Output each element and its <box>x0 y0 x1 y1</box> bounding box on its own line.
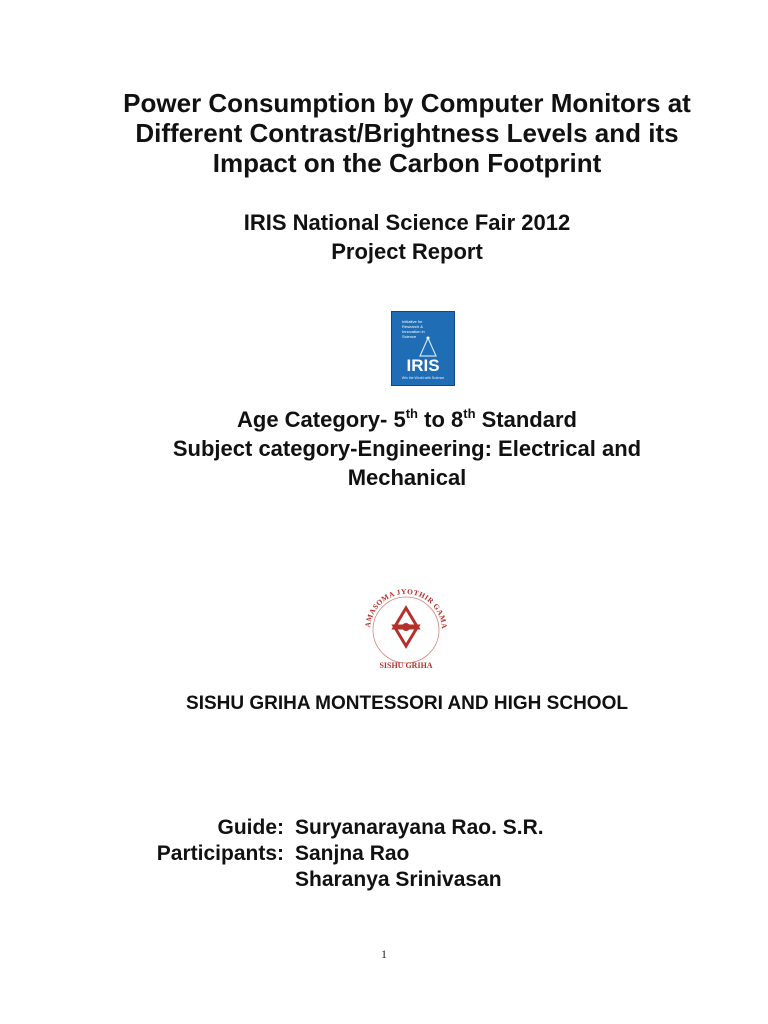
iris-logo <box>391 311 455 386</box>
category-block <box>40 405 768 492</box>
subject-category-cont: Mechanical <box>347 465 467 490</box>
participant-name: Sharanya Srinivasan <box>295 868 502 891</box>
title-line: Different Contrast/Brightness Levels and its <box>135 118 679 148</box>
compass-icon <box>420 337 436 357</box>
participants-row <box>0 841 768 867</box>
iris-logo-text: IRIS <box>406 356 440 375</box>
participant-name: Sanjna Rao <box>295 842 410 865</box>
star-icon <box>394 608 418 646</box>
report-title <box>40 88 768 178</box>
participants-row-cont <box>0 867 768 893</box>
svg-text:Science: Science <box>402 334 417 339</box>
iris-logo-tagline: Win the World with Science <box>401 376 445 380</box>
fair-heading <box>40 208 768 266</box>
guide-label: Guide: <box>217 816 284 839</box>
svg-text:Research &: Research & <box>402 324 423 329</box>
school-name: SISHU GRIHA MONTESSORI AND HIGH SCHOOL <box>186 693 628 714</box>
guide-row <box>0 815 768 841</box>
emblem-arc-text: AMASOMA JYOTHIR GAMA <box>363 586 450 629</box>
title-line: Impact on the Carbon Footprint <box>212 148 602 178</box>
credits-block <box>0 815 768 893</box>
document-type: Project Report <box>331 239 483 264</box>
subject-category: Subject category-Engineering: Electrical and <box>172 436 642 461</box>
title-line: Power Consumption by Computer Monitors at <box>123 88 691 118</box>
page-number: 1 <box>381 947 387 961</box>
age-category: Age Category- 5th to 8th Standard <box>237 406 577 432</box>
guide-name: Suryanarayana Rao. S.R. <box>295 816 544 839</box>
svg-text:Innovation in: Innovation in <box>402 329 425 334</box>
participants-label: Participants: <box>156 842 284 865</box>
fair-name: IRIS National Science Fair 2012 <box>243 210 571 235</box>
iris-logo-small-text: Initiative for <box>402 319 423 324</box>
emblem-bottom-text: SISHU GRIHA <box>379 661 433 670</box>
school-emblem-icon <box>358 578 454 674</box>
